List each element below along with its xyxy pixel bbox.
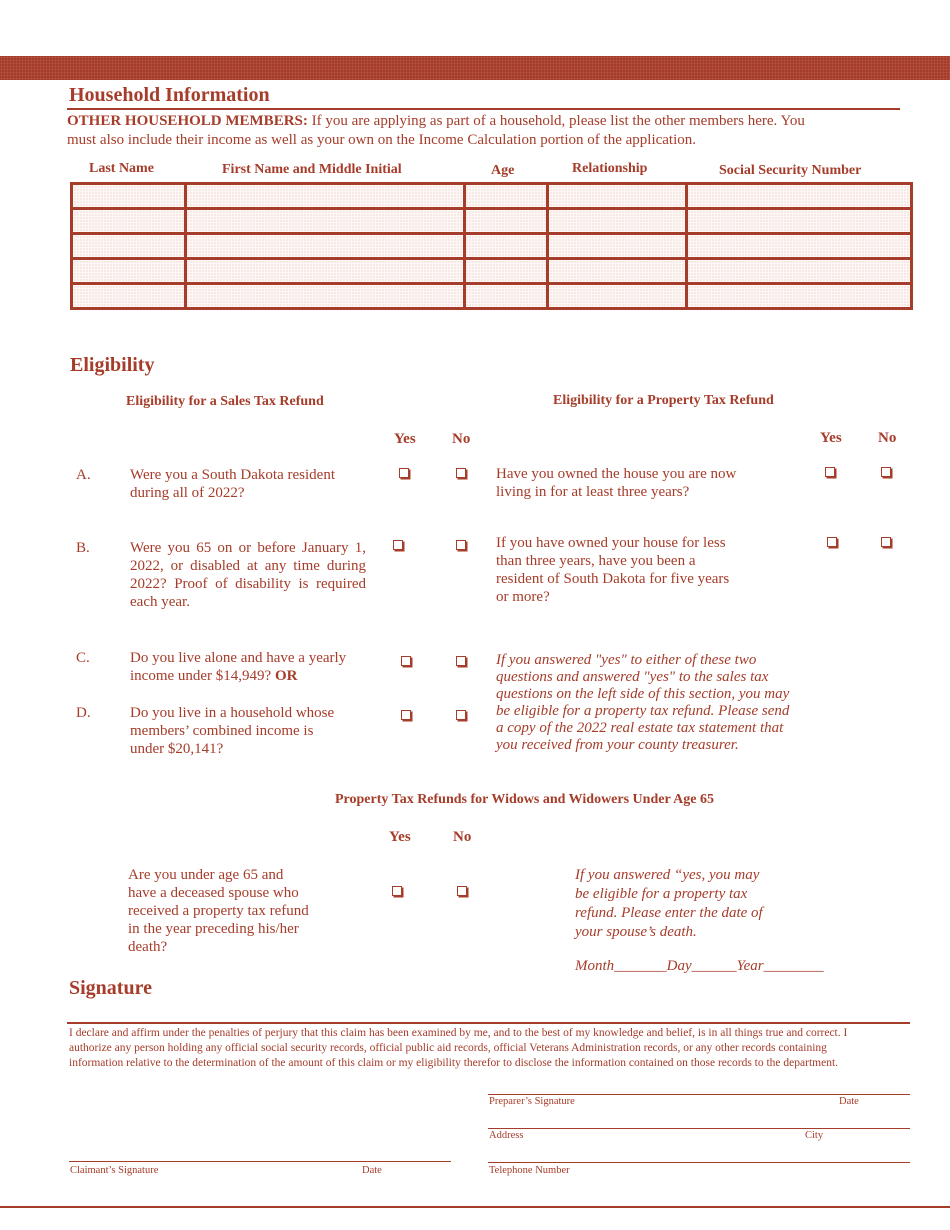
widow-question-text: Are you under age 65 and have a deceased spouse who received a property tax refund in the year preceding his/her death? — [128, 867, 309, 955]
question-d-no-checkbox[interactable] — [456, 710, 466, 720]
question-b-letter: B. — [76, 540, 90, 556]
col-relationship: Relationship — [572, 161, 648, 176]
question-c-text — [130, 649, 360, 685]
question-c-no-checkbox[interactable] — [456, 656, 466, 666]
cell-ssn[interactable] — [686, 184, 911, 209]
table-row — [72, 234, 912, 259]
address-label: Address — [489, 1130, 524, 1141]
claimant-signature-label: Claimant’s Signature — [70, 1165, 159, 1176]
household-title: Household Information — [69, 84, 270, 106]
col-age: Age — [491, 163, 515, 178]
widow-no-checkbox[interactable] — [457, 886, 467, 896]
sales-yes-label: Yes — [394, 431, 416, 447]
declaration-text: I declare and affirm under the penalties of perjury that this claim has been examined by me, and to the best of my knowledge and belief, is in all things true and correct. I authorize any person holding any official social security records, official public aid records, official Veterans Administration records, or any other records containing information relative to the determination of the amount of this claim or my eligibility therefor to disclose the information contained on those records to the department. — [69, 1027, 848, 1069]
intro-lead: OTHER HOUSEHOLD MEMBERS: — [67, 113, 308, 129]
question-a-no-checkbox[interactable] — [456, 468, 466, 478]
widow-note: If you answered “yes, you may be eligible for a property tax refund. Please enter the date of your spouse’s death. — [575, 867, 763, 940]
preparer-signature-line[interactable] — [488, 1094, 910, 1095]
cell-age[interactable] — [464, 234, 548, 259]
cell-relationship[interactable] — [548, 234, 687, 259]
question-b-no-checkbox[interactable] — [456, 540, 466, 550]
city-label: City — [805, 1130, 824, 1141]
cell-last-name[interactable] — [72, 234, 186, 259]
property-yes-label: Yes — [820, 430, 842, 446]
cell-last-name[interactable] — [72, 184, 186, 209]
cell-last-name[interactable] — [72, 259, 186, 284]
question-a-text: Were you a South Dakota resident during all of 2022? — [130, 467, 335, 501]
sales-tax-heading: Eligibility for a Sales Tax Refund — [126, 394, 324, 409]
widow-yes-checkbox[interactable] — [392, 886, 402, 896]
cell-relationship[interactable] — [548, 209, 687, 234]
address-line[interactable] — [488, 1128, 910, 1129]
cell-last-name[interactable] — [72, 284, 186, 309]
sales-no-label: No — [452, 431, 471, 447]
cell-first-name[interactable] — [185, 284, 464, 309]
cell-ssn[interactable] — [686, 284, 911, 309]
header-band — [0, 56, 950, 80]
question-a-letter: A. — [76, 467, 91, 483]
property-tax-heading: Eligibility for a Property Tax Refund — [553, 393, 774, 408]
property-no-label: No — [878, 430, 897, 446]
question-c-letter: C. — [76, 650, 90, 666]
cell-age[interactable] — [464, 209, 548, 234]
table-row — [72, 284, 912, 309]
col-last-name: Last Name — [89, 161, 154, 176]
cell-last-name[interactable] — [72, 209, 186, 234]
preparer-date-label: Date — [839, 1096, 859, 1107]
cell-relationship[interactable] — [548, 184, 687, 209]
cell-age[interactable] — [464, 184, 548, 209]
cell-first-name[interactable] — [185, 209, 464, 234]
property-question-1-yes-checkbox[interactable] — [825, 467, 835, 477]
cell-ssn[interactable] — [686, 209, 911, 234]
table-row — [72, 184, 912, 209]
col-ssn: Social Security Number — [719, 163, 862, 178]
intro-text: If you are applying as part of a household, please list the other members here. You must also include their income as well as your own on the Income Calculation portion of the application. — [67, 113, 805, 148]
cell-relationship[interactable] — [548, 259, 687, 284]
widow-no-label: No — [453, 829, 472, 845]
property-question-2-yes-checkbox[interactable] — [827, 537, 837, 547]
cell-first-name[interactable] — [185, 184, 464, 209]
cell-ssn[interactable] — [686, 259, 911, 284]
property-question-1-text: Have you owned the house you are now living in for at least three years? — [496, 466, 737, 500]
household-title-rule — [67, 108, 900, 110]
claimant-date-label: Date — [362, 1165, 382, 1176]
cell-first-name[interactable] — [185, 234, 464, 259]
telephone-line[interactable] — [488, 1162, 910, 1163]
question-d-text: Do you live in a household whose members’ combined income is under $20,141? — [130, 705, 335, 757]
telephone-label: Telephone Number — [489, 1165, 570, 1176]
question-c-or: OR — [274, 668, 298, 684]
question-c-body: Do you live alone and have a yearly income under $14,949? — [130, 650, 347, 684]
question-a-yes-checkbox[interactable] — [399, 468, 409, 478]
question-b-yes-checkbox[interactable] — [393, 540, 403, 550]
cell-age[interactable] — [464, 259, 548, 284]
property-question-2-no-checkbox[interactable] — [881, 537, 891, 547]
preparer-signature-label: Preparer’s Signature — [489, 1096, 575, 1107]
widow-heading: Property Tax Refunds for Widows and Widowers Under Age 65 — [335, 792, 714, 807]
question-d-letter: D. — [76, 705, 91, 721]
col-first-name: First Name and Middle Initial — [222, 162, 402, 177]
question-c-yes-checkbox[interactable] — [401, 656, 411, 666]
signature-title: Signature — [69, 977, 152, 999]
household-intro — [67, 112, 837, 150]
cell-ssn[interactable] — [686, 234, 911, 259]
widow-yes-label: Yes — [389, 829, 411, 845]
spouse-death-date-field[interactable]: Month_______Day______Year________ — [575, 958, 824, 974]
claimant-signature-line[interactable] — [69, 1161, 451, 1162]
eligibility-title: Eligibility — [70, 354, 155, 376]
cell-age[interactable] — [464, 284, 548, 309]
table-row — [72, 259, 912, 284]
question-d-yes-checkbox[interactable] — [401, 710, 411, 720]
table-row — [72, 209, 912, 234]
cell-relationship[interactable] — [548, 284, 687, 309]
cell-first-name[interactable] — [185, 259, 464, 284]
property-question-2-text: If you have owned your house for less than three years, have you been a resident of South Dakota for five years or more? — [496, 535, 730, 605]
question-b-text: Were you 65 on or before January 1, 2022, or disabled at any time during 2022? Proof of disability is required each year. — [130, 540, 366, 610]
household-members-table — [70, 182, 913, 310]
property-tax-note: If you answered "yes" to either of these two questions and answered "yes" to the sales tax questions on the left side of this section, you may be eligible for a property tax refund. Please send a copy of the 2022 real estate tax statement that you received from your county treasurer. — [496, 652, 790, 753]
property-question-1-no-checkbox[interactable] — [881, 467, 891, 477]
signature-title-rule — [67, 1022, 910, 1024]
footer-rule — [0, 1206, 950, 1208]
